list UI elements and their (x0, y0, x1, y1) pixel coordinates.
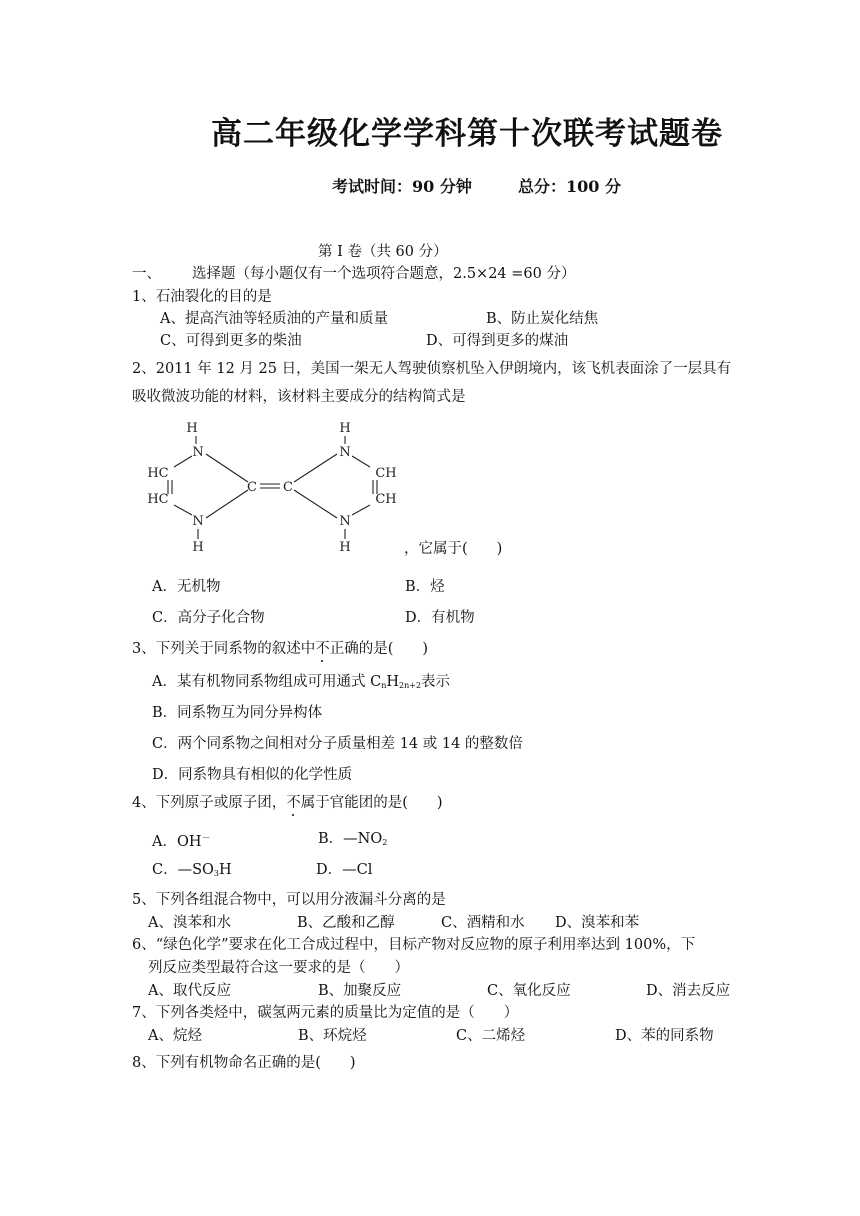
subscript: 3 (213, 869, 220, 878)
q3-stem-post: 正确的是( ) (329, 641, 429, 657)
bond (294, 454, 337, 482)
q3-option-c: C．两个同系物之间相对分子质量相差 14 或 14 的整数倍 (152, 736, 523, 752)
q2-option-c: C．高分子化合物 (152, 610, 265, 626)
q4-option-c (152, 860, 232, 884)
atom-n-top-right: N (339, 445, 351, 460)
q3-option-a-post: 表示 (421, 674, 451, 690)
subscript: 2n+2 (399, 681, 422, 690)
q6-option-c: C、氧化反应 (487, 983, 571, 999)
q3-stem-pre: 3、下列关于同系物的叙述中 (132, 641, 316, 657)
atom-c-right: C (283, 480, 293, 495)
q6-stem-line2: 列反应类型最符合这一要求的是（ ） (148, 960, 409, 976)
volume-heading: 第 I 卷（共 60 分） (318, 244, 448, 260)
q1-stem: 1、石油裂化的目的是 (132, 289, 272, 305)
exam-time: 考试时间：90 分钟 (332, 177, 472, 196)
q4-option-a-text: A．OH (152, 834, 202, 850)
q8-stem: 8、下列有机物命名正确的是( ) (132, 1055, 356, 1071)
q4-option-c-h: H (219, 862, 232, 878)
q5-option-b: B、乙酸和乙醇 (297, 915, 395, 931)
q2-stem-line2: 吸收微波功能的材料，该材料主要成分的结构简式是 (132, 389, 466, 405)
q6-option-b: B、加聚反应 (318, 983, 402, 999)
q3-option-a (152, 672, 450, 696)
q6-option-d: D、消去反应 (646, 983, 731, 999)
q4-option-b (318, 829, 387, 853)
q4-stem-post: 属于官能团的是( ) (300, 795, 443, 811)
bond (174, 505, 192, 515)
q2-option-d: D．有机物 (405, 610, 475, 626)
q3-option-a-h: H (386, 674, 399, 690)
bond (174, 456, 192, 467)
q4-option-a (152, 829, 211, 852)
q7-stem: 7、下列各类烃中，碳氢两元素的质量比为定值的是（ ） (132, 1005, 519, 1021)
structural-formula (130, 412, 420, 558)
q2-stem-line1: 2、2011 年 12 月 25 日，美国一架无人驾驶侦察机坠入伊朗境内，该飞机表面涂了一层具有 (132, 361, 732, 377)
atom-n-bottom-right: N (339, 514, 351, 529)
q4-option-b-text: B．—NO (318, 831, 383, 847)
atom-c-left: C (247, 480, 257, 495)
atom-hc-upper-left: HC (147, 466, 169, 481)
bond (206, 490, 248, 518)
q4-emphasis-mark: 不 (286, 795, 301, 811)
q3-option-d: D．同系物具有相似的化学性质 (152, 767, 353, 783)
q1-option-d: D、可得到更多的煤油 (426, 333, 569, 349)
atom-ch-lower-right: CH (375, 492, 397, 507)
subscript: 2 (382, 838, 388, 847)
exam-total: 总分：100 分 (518, 177, 621, 196)
q7-option-a: A、烷烃 (148, 1028, 202, 1044)
bond (294, 490, 337, 518)
q4-option-d: D．—Cl (316, 862, 373, 878)
atom-h-top-left: H (186, 421, 198, 436)
bond (206, 454, 248, 482)
part-number: 一、 (132, 266, 161, 282)
q4-stem (132, 793, 443, 813)
q7-option-b: B、环烷烃 (298, 1028, 367, 1044)
q6-stem-line1: 6、“绿色化学”要求在化工合成过程中，目标产物对反应物的原子利用率达到 100%，下 (132, 937, 696, 953)
q3-emphasis-mark: 不 (315, 641, 330, 657)
q3-option-a-pre: A．某有机物同系物组成可用通式 C (152, 674, 382, 690)
exam-title: 高二年级化学学科第十次联考试题卷 (211, 116, 723, 152)
bond (352, 505, 370, 515)
part-description: 选择题（每小题仅有一个选项符合题意，2.5×24 =60 分） (192, 266, 576, 282)
atom-h-top-right: H (339, 421, 351, 436)
q7-option-c: C、二烯烃 (456, 1028, 526, 1044)
q1-option-b: B、防止炭化结焦 (486, 311, 599, 327)
atom-n-bottom-left: N (192, 514, 204, 529)
q3-option-b: B．同系物互为同分异构体 (152, 705, 323, 721)
bond (352, 456, 370, 467)
q5-option-d: D、溴苯和苯 (555, 915, 640, 931)
q2-option-b: B．烃 (405, 579, 445, 595)
q1-option-a: A、提高汽油等轻质油的产量和质量 (160, 311, 388, 327)
q3-stem (132, 639, 428, 659)
q7-option-d: D、苯的同系物 (615, 1028, 714, 1044)
q2-option-a: A．无机物 (152, 579, 221, 595)
q6-option-a: A、取代反应 (148, 983, 231, 999)
atom-ch-upper-right: CH (375, 466, 397, 481)
q4-stem-pre: 4、下列原子或原子团， (132, 795, 287, 811)
atom-hc-lower-left: HC (147, 492, 169, 507)
q5-option-a: A、溴苯和水 (148, 915, 231, 931)
atom-h-bottom-left: H (192, 540, 204, 555)
atom-n-top-left: N (192, 445, 204, 460)
subscript: n (381, 681, 387, 690)
atom-h-bottom-right: H (339, 540, 351, 555)
q4-option-c-text: C．—SO (152, 862, 214, 878)
q5-option-c: C、酒精和水 (441, 915, 525, 931)
superscript: － (201, 834, 211, 844)
q1-option-c: C、可得到更多的柴油 (160, 333, 302, 349)
q2-stem-tail: ，它属于( ) (404, 541, 503, 557)
q5-stem: 5、下列各组混合物中，可以用分液漏斗分离的是 (132, 892, 446, 908)
